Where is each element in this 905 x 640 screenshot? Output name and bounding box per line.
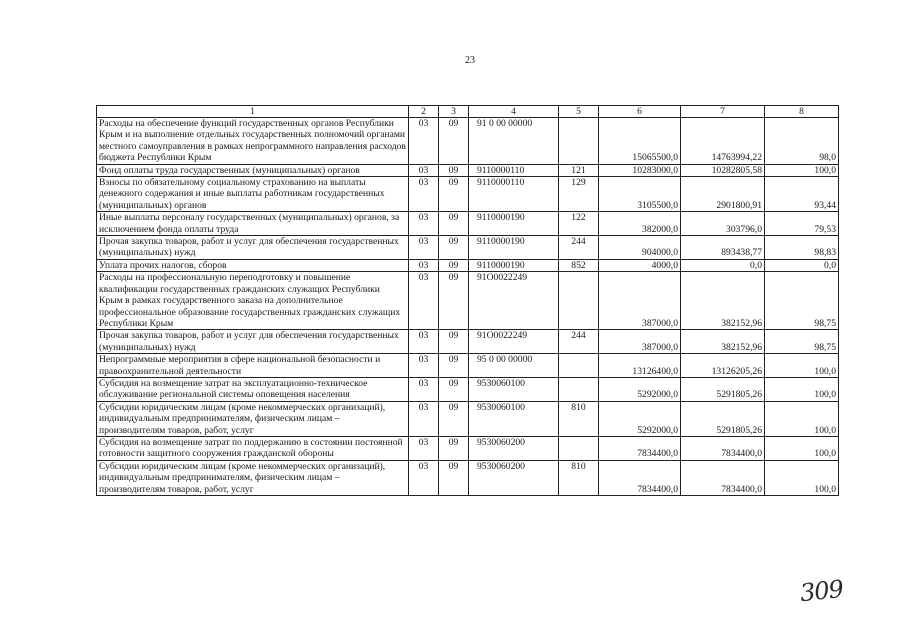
- percent-cell: 98,83: [765, 236, 839, 260]
- header-cell: 7: [681, 106, 765, 118]
- budget-table: [96, 105, 839, 496]
- actual-amount-cell: 5291805,26: [681, 377, 765, 401]
- planned-amount-cell: 387000,0: [599, 330, 681, 354]
- program-code-cell: 9530060200: [469, 436, 559, 460]
- planned-amount-cell: 15065500,0: [599, 118, 681, 165]
- header-cell: 8: [765, 106, 839, 118]
- percent-cell: 98,0: [765, 118, 839, 165]
- actual-amount-cell: 382152,96: [681, 272, 765, 330]
- expense-type-cell: 129: [559, 177, 599, 212]
- actual-amount-cell: 303796,0: [681, 212, 765, 236]
- table-row: [97, 236, 839, 260]
- program-code-cell: 91О0022249: [469, 330, 559, 354]
- percent-cell: 0,0: [765, 259, 839, 271]
- section-code-cell: 03: [409, 177, 439, 212]
- section-code-cell: 03: [409, 272, 439, 330]
- actual-amount-cell: 0,0: [681, 259, 765, 271]
- section-code-cell: 03: [409, 436, 439, 460]
- row-name-cell: Фонд оплаты труда государственных (муниципальных) органов: [97, 164, 409, 176]
- row-name-cell: Субсидия на возмещение затрат по поддержанию в состоянии постоянной готовности защитного сооружения гражданской обороны: [97, 436, 409, 460]
- percent-cell: 93,44: [765, 177, 839, 212]
- row-name-cell: Субсидии юридическим лицам (кроме некоммерческих организаций), индивидуальным предпринимателям, физическим лицам – производителям товаров, работ, услуг: [97, 460, 409, 495]
- header-cell: 4: [469, 106, 559, 118]
- section-code-cell: 03: [409, 401, 439, 436]
- table-row: [97, 272, 839, 330]
- subsection-code-cell: 09: [439, 118, 469, 165]
- table-row: [97, 401, 839, 436]
- header-cell: 6: [599, 106, 681, 118]
- subsection-code-cell: 09: [439, 272, 469, 330]
- planned-amount-cell: 7834400,0: [599, 460, 681, 495]
- expense-type-cell: 852: [559, 259, 599, 271]
- subsection-code-cell: 09: [439, 460, 469, 495]
- actual-amount-cell: 7834400,0: [681, 436, 765, 460]
- actual-amount-cell: 382152,96: [681, 330, 765, 354]
- subsection-code-cell: 09: [439, 212, 469, 236]
- subsection-code-cell: 09: [439, 377, 469, 401]
- table-row: [97, 354, 839, 378]
- section-code-cell: 03: [409, 118, 439, 165]
- expense-type-cell: [559, 118, 599, 165]
- subsection-code-cell: 09: [439, 259, 469, 271]
- planned-amount-cell: 7834400,0: [599, 436, 681, 460]
- table-row: [97, 330, 839, 354]
- actual-amount-cell: 5291805,26: [681, 401, 765, 436]
- table-row: [97, 460, 839, 495]
- table-row: [97, 177, 839, 212]
- planned-amount-cell: 4000,0: [599, 259, 681, 271]
- subsection-code-cell: 09: [439, 354, 469, 378]
- expense-type-cell: [559, 272, 599, 330]
- planned-amount-cell: 5292000,0: [599, 401, 681, 436]
- program-code-cell: 9530060100: [469, 377, 559, 401]
- table-row: [97, 377, 839, 401]
- table-row: [97, 436, 839, 460]
- expense-type-cell: [559, 377, 599, 401]
- planned-amount-cell: 13126400,0: [599, 354, 681, 378]
- percent-cell: 98,75: [765, 330, 839, 354]
- planned-amount-cell: 387000,0: [599, 272, 681, 330]
- row-name-cell: Непрограммные мероприятия в сфере национальной безопасности и правоохранительной деятельности: [97, 354, 409, 378]
- section-code-cell: 03: [409, 236, 439, 260]
- subsection-code-cell: 09: [439, 401, 469, 436]
- section-code-cell: 03: [409, 259, 439, 271]
- table-row: [97, 164, 839, 176]
- program-code-cell: 9530060100: [469, 401, 559, 436]
- expense-type-cell: 244: [559, 330, 599, 354]
- row-name-cell: Расходы на обеспечение функций государственных органов Республики Крым и на выполнение отдельных государственных полномочий органами местного самоуправления в рамках непрограммного направления расходов бюджета Республики Крым: [97, 118, 409, 165]
- header-cell: 3: [439, 106, 469, 118]
- actual-amount-cell: 10282805,58: [681, 164, 765, 176]
- planned-amount-cell: 3105500,0: [599, 177, 681, 212]
- percent-cell: 100,0: [765, 164, 839, 176]
- table-row: [97, 118, 839, 165]
- program-code-cell: 91О0022249: [469, 272, 559, 330]
- expense-type-cell: 244: [559, 236, 599, 260]
- program-code-cell: 9110000190: [469, 259, 559, 271]
- section-code-cell: 03: [409, 354, 439, 378]
- planned-amount-cell: 10283000,0: [599, 164, 681, 176]
- actual-amount-cell: 7834400,0: [681, 460, 765, 495]
- row-name-cell: Уплата прочих налогов, сборов: [97, 259, 409, 271]
- actual-amount-cell: 893438,77: [681, 236, 765, 260]
- section-code-cell: 03: [409, 164, 439, 176]
- program-code-cell: 9110000190: [469, 212, 559, 236]
- planned-amount-cell: 382000,0: [599, 212, 681, 236]
- expense-type-cell: 121: [559, 164, 599, 176]
- program-code-cell: 9110000190: [469, 236, 559, 260]
- expense-type-cell: [559, 354, 599, 378]
- section-code-cell: 03: [409, 460, 439, 495]
- percent-cell: 100,0: [765, 460, 839, 495]
- expense-type-cell: 122: [559, 212, 599, 236]
- percent-cell: 100,0: [765, 436, 839, 460]
- program-code-cell: 91 0 00 00000: [469, 118, 559, 165]
- table-row: [97, 212, 839, 236]
- subsection-code-cell: 09: [439, 236, 469, 260]
- subsection-code-cell: 09: [439, 436, 469, 460]
- table-row: [97, 259, 839, 271]
- row-name-cell: Прочая закупка товаров, работ и услуг для обеспечения государственных (муниципальных) нужд: [97, 330, 409, 354]
- expense-type-cell: 810: [559, 460, 599, 495]
- expense-type-cell: [559, 436, 599, 460]
- header-cell: 2: [409, 106, 439, 118]
- percent-cell: 100,0: [765, 377, 839, 401]
- row-name-cell: Субсидии юридическим лицам (кроме некоммерческих организаций), индивидуальным предпринимателям, физическим лицам – производителям товаров, работ, услуг: [97, 401, 409, 436]
- actual-amount-cell: 13126205,26: [681, 354, 765, 378]
- program-code-cell: 9110000110: [469, 164, 559, 176]
- percent-cell: 100,0: [765, 401, 839, 436]
- header-cell: 1: [97, 106, 409, 118]
- row-name-cell: Расходы на профессиональную переподготовку и повышение квалификации государственных гражданских служащих Республики Крым в рамках государственного заказа на дополнительное профессиональное образование государственных гражданских служащих Республики Крым: [97, 272, 409, 330]
- program-code-cell: 9110000110: [469, 177, 559, 212]
- row-name-cell: Иные выплаты персоналу государственных (муниципальных) органов, за исключением фонда оплаты труда: [97, 212, 409, 236]
- section-code-cell: 03: [409, 212, 439, 236]
- subsection-code-cell: 09: [439, 164, 469, 176]
- percent-cell: 79,53: [765, 212, 839, 236]
- subsection-code-cell: 09: [439, 330, 469, 354]
- planned-amount-cell: 904000,0: [599, 236, 681, 260]
- program-code-cell: 95 0 00 00000: [469, 354, 559, 378]
- actual-amount-cell: 2901800,91: [681, 177, 765, 212]
- expense-type-cell: 810: [559, 401, 599, 436]
- program-code-cell: 9530060200: [469, 460, 559, 495]
- planned-amount-cell: 5292000,0: [599, 377, 681, 401]
- section-code-cell: 03: [409, 330, 439, 354]
- page-number: 23: [465, 55, 475, 66]
- header-cell: 5: [559, 106, 599, 118]
- row-name-cell: Взносы по обязательному социальному страхованию на выплаты денежного содержания и иные выплаты работникам государственных (муниципальных) органов: [97, 177, 409, 212]
- percent-cell: 98,75: [765, 272, 839, 330]
- row-name-cell: Субсидия на возмещение затрат на эксплуатационно-техническое обслуживание региональной системы оповещения населения: [97, 377, 409, 401]
- percent-cell: 100,0: [765, 354, 839, 378]
- section-code-cell: 03: [409, 377, 439, 401]
- subsection-code-cell: 09: [439, 177, 469, 212]
- table-header-row: [97, 106, 839, 118]
- actual-amount-cell: 14763994,22: [681, 118, 765, 165]
- row-name-cell: Прочая закупка товаров, работ и услуг для обеспечения государственных (муниципальных) нужд: [97, 236, 409, 260]
- handwritten-page-mark: 309: [798, 574, 845, 608]
